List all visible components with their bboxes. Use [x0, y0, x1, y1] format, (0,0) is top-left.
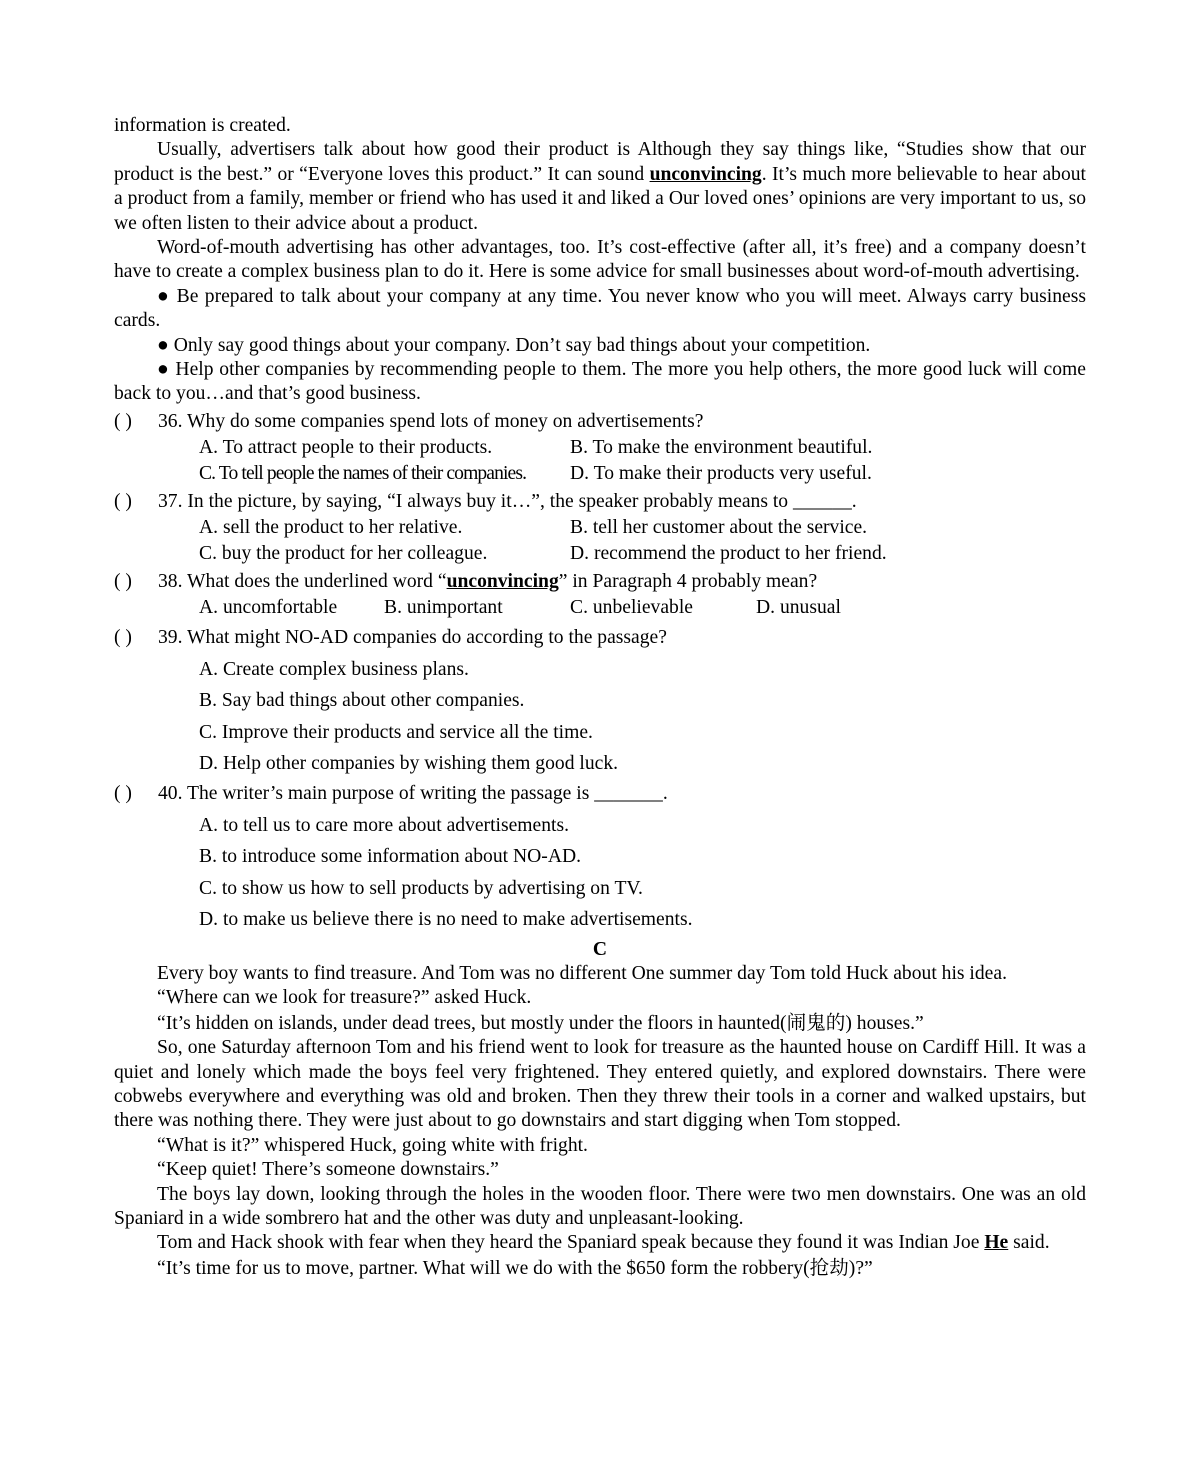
- option-a: A. Create complex business plans.: [199, 658, 469, 680]
- question-stem: 40. The writer’s main purpose of writing the passage is: [158, 782, 595, 804]
- question-stem: 36. Why do some companies spend lots of money on advertisements?: [158, 410, 704, 432]
- answer-blank-37[interactable]: ( ): [114, 490, 132, 512]
- bullet-help-others: ● Help other companies by recommending people to them. The more you help others, the more good luck will come back to you…and that’s good business.: [114, 359, 1086, 405]
- option-c: C. buy the product for her colleague.: [199, 542, 488, 564]
- option-a: A. uncomfortable: [199, 596, 338, 618]
- question-stem: 37. In the picture, by saying, “I always buy it…”, the speaker probably means to: [158, 490, 793, 512]
- document-page: [114, 114, 1086, 1281]
- question-stem: 39. What might NO-AD companies do according to the passage?: [158, 626, 667, 648]
- option-b: B. unimportant: [384, 596, 503, 618]
- bullet-good-things: ● Only say good things about your company. Don’t say bad things about your competition.: [157, 334, 871, 356]
- story-paragraph: So, one Saturday afternoon Tom and his friend went to look for treasure as the haunted house on Cardiff Hill. It was a quiet and lonely which made the boys feel very frightened. They entered quietly, and explored downstairs. There were cobwebs everywhere and everything was old and broken. Then they threw their tools in a corner and walked upstairs, but there was nothing there. They were just about to go downstairs and start digging when Tom stopped.: [114, 1037, 1086, 1132]
- answer-blank-40[interactable]: ( ): [114, 782, 132, 804]
- option-d: D. Help other companies by wishing them good luck.: [199, 753, 619, 775]
- underlined-word-he: He: [984, 1232, 1009, 1254]
- option-d: D. to make us believe there is no need to make advertisements.: [199, 909, 693, 931]
- option-c: C. Improve their products and service all the time.: [199, 721, 593, 743]
- story-paragraph: “Where can we look for treasure?” asked Huck.: [157, 987, 532, 1009]
- fill-blank: _______: [594, 782, 663, 804]
- story-paragraph: Every boy wants to find treasure. And Tom was no different One summer day Tom told Huck about his idea.: [157, 962, 1007, 984]
- option-c: C. to show us how to sell products by advertising on TV.: [199, 877, 643, 899]
- section-heading-c: C: [592, 938, 608, 960]
- option-d: D. unusual: [756, 596, 841, 618]
- story-paragraph: “What is it?” whispered Huck, going white with fright.: [157, 1134, 588, 1156]
- answer-blank-36[interactable]: ( ): [114, 410, 132, 432]
- question-40: ( ) 40. The writer’s main purpose of writing the passage is _______. A. to tell us to care more about advertisements. B. to introduce some information about NO-AD. C. to show us how to sell products by advertising on TV. D. to make us believe there is no need to make advertisements.: [114, 781, 1086, 936]
- question-37: ( ) 37. In the picture, by saying, “I always buy it…”, the speaker probably means to ______. A. sell the product to her relative. B. tell her customer about the service. C. buy the product for her colleague. D. recommend the product to her friend.: [114, 489, 1086, 567]
- option-b: B. tell her customer about the service.: [570, 516, 868, 538]
- option-d: D. recommend the product to her friend.: [570, 542, 887, 564]
- answer-blank-39[interactable]: ( ): [114, 626, 132, 648]
- intro-tail: information is created.: [114, 115, 291, 136]
- option-a: A. sell the product to her relative.: [199, 516, 463, 538]
- story-paragraph: “It’s hidden on islands, under dead trees, but mostly under the floors in haunted(闹鬼的) houses.”: [157, 1012, 924, 1034]
- story-paragraph: “It’s time for us to move, partner. What will we do with the $650 form the robbery(抢劫)?”: [157, 1257, 873, 1279]
- underlined-word-unconvincing: unconvincing: [649, 163, 762, 185]
- story-paragraph: Tom and Hack shook with fear when they heard the Spaniard speak because they found it was Indian Joe He said.: [157, 1232, 1050, 1254]
- story-paragraph: “Keep quiet! There’s someone downstairs.”: [157, 1159, 499, 1181]
- option-d: D. To make their products very useful.: [570, 462, 872, 484]
- paragraph-word-of-mouth: Word-of-mouth advertising has other advantages, too. It’s cost-effective (after all, it’s free) and a company doesn’t have to create a complex business plan to do it. Here is some advice for small businesses about word-of-mouth advertising.: [114, 237, 1086, 283]
- underlined-word-unconvincing: unconvincing: [446, 570, 559, 592]
- option-c: C. unbelievable: [570, 596, 693, 618]
- option-c: C. To tell people the names of their companies.: [199, 462, 527, 484]
- question-36: [114, 409, 1086, 487]
- question-39: [114, 625, 1086, 780]
- question-38: ( ) 38. What does the underlined word “unconvincing” in Paragraph 4 probably mean? A. uncomfortable B. unimportant C. unbelievable D. unusual: [114, 569, 1086, 621]
- option-b: B. to introduce some information about NO-AD.: [199, 846, 582, 868]
- option-b: B. To make the environment beautiful.: [570, 436, 873, 458]
- fill-blank: ______: [793, 490, 852, 512]
- paragraph-advertisers: Usually, advertisers talk about how good their product is Although they say things like, “Studies show that our product is the best.” or “Everyone loves this product.” It can sound unconvincing. It’s much more believable to hear about a product from a family, member or friend who has used it and liked a Our loved ones’ opinions are very important to us, so we often listen to their advice about a product.: [114, 139, 1086, 234]
- story-paragraph: The boys lay down, looking through the holes in the wooden floor. There were two men downstairs. One was an old Spaniard in a wide sombrero hat and the other was duty and unpleasant-looking.: [114, 1183, 1086, 1229]
- bullet-be-prepared: ● Be prepared to talk about your company at any time. You never know who you will meet. Always carry business cards.: [114, 285, 1086, 332]
- option-a: A. To attract people to their products.: [199, 436, 493, 458]
- option-a: A. to tell us to care more about advertisements.: [199, 814, 569, 836]
- answer-blank-38[interactable]: ( ): [114, 570, 132, 592]
- option-b: B. Say bad things about other companies.: [199, 690, 525, 712]
